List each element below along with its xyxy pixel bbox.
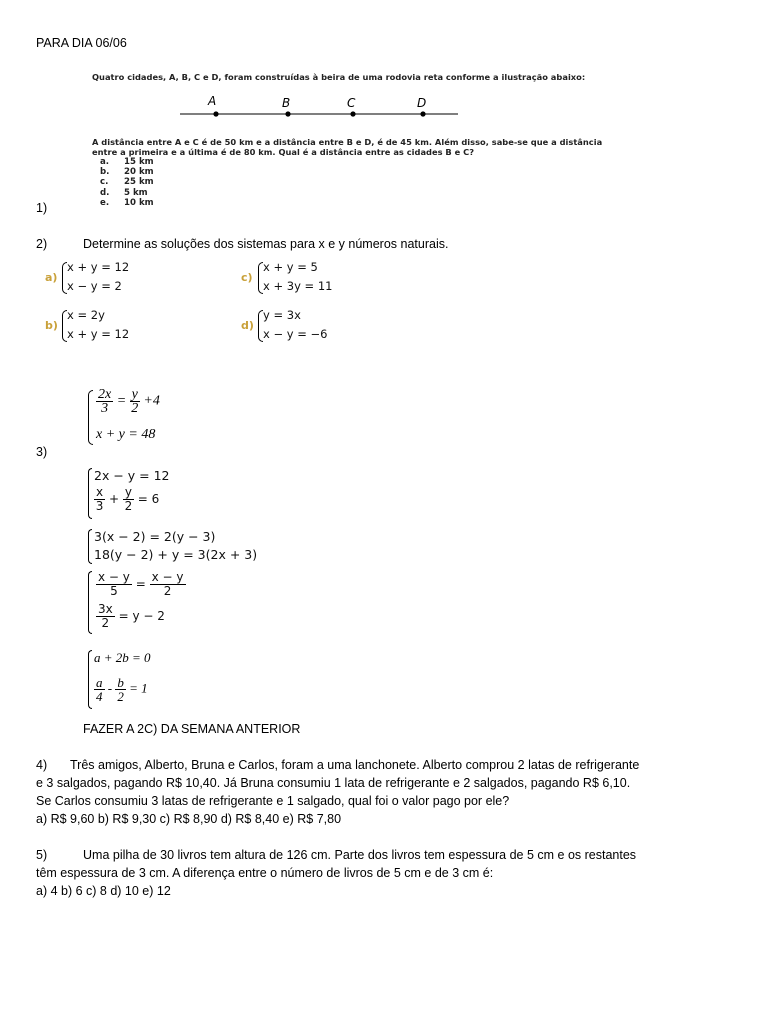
point-a-label: A — [208, 94, 217, 108]
q1-road-diagram — [180, 95, 460, 121]
q5-options: a) 4 b) 6 c) 8 d) 10 e) 12 — [36, 884, 171, 898]
q4-number: 4) — [36, 758, 48, 772]
q4-line1: Três amigos, Alberto, Bruna e Carlos, foram a uma lanchonete. Alberto comprou 2 latas de refrigerante — [70, 758, 640, 772]
equation: x + y = 12 — [67, 260, 130, 274]
q2-system-c — [241, 260, 361, 296]
q2-system-a — [45, 260, 165, 296]
equation: x + y = 48 — [96, 427, 156, 442]
equation: 3(x − 2) = 2(y − 3) — [94, 529, 216, 544]
q2-text: Determine as soluções dos sistemas para x e y números naturais. — [83, 237, 449, 251]
q1-text-line2: entre a primeira e a última é de 80 km. Qual é a distância entre as cidades B e C? — [92, 147, 475, 157]
q3-system-3 — [86, 527, 286, 565]
equation: 18(y − 2) + y = 3(2x + 3) — [94, 547, 258, 562]
q1-option: d. 5 km — [100, 187, 148, 198]
q2-system-b — [45, 308, 165, 344]
q3-system-5 — [86, 648, 206, 710]
system-brace — [88, 571, 92, 634]
system-brace — [88, 390, 93, 445]
equation: $\frac{2x}{3}$ = $\frac{y}{2}$ +4 — [98, 387, 160, 416]
system-label: b) — [45, 319, 58, 332]
system-brace — [88, 650, 92, 709]
q1-option: c. 25 km — [100, 177, 154, 188]
equation: x + y = 5 — [263, 260, 318, 274]
q1-number: 1) — [36, 201, 48, 215]
equation: 2x − y = 12 — [94, 468, 170, 483]
equation: a + 2b = 0 — [94, 650, 151, 665]
equation: $\frac{x - y}{5}$ = $\frac{x - y}{2}$ — [98, 570, 184, 598]
q2-system-d — [241, 308, 361, 344]
q3-system-4 — [86, 569, 246, 635]
equation: $\frac{3x}{2}$ = y − 2 — [98, 602, 165, 630]
q5-line2: têm espessura de 3 cm. A diferença entre o número de livros de 5 cm e de 3 cm é: — [36, 866, 494, 880]
equation: x = 2y — [67, 308, 105, 322]
q3-system-2 — [86, 466, 206, 520]
system-label: c) — [241, 271, 253, 284]
equation: x + 3y = 11 — [263, 279, 333, 293]
q3-number: 3) — [36, 445, 48, 459]
equation: x + y = 12 — [67, 327, 130, 341]
q2-number: 2) — [36, 237, 48, 251]
q4-line2: e 3 salgados, pagando R$ 10,40. Já Bruna consumiu 1 lata de refrigerante e 2 salgados, pagando R$ 6,10. — [36, 776, 631, 790]
equation: $\frac{a}{4}$ - $\frac{b}{2}$ = 1 — [96, 675, 148, 704]
q1-options — [100, 157, 154, 208]
q5-number: 5) — [36, 848, 48, 862]
system-label: a) — [45, 271, 58, 284]
system-label: d) — [241, 319, 254, 332]
q1-text-line1: A distância entre A e C é de 50 km e a distância entre B e D, é de 45 km. Além disso, sabe-se que a distância — [92, 137, 603, 147]
equation: x − y = 2 — [67, 279, 122, 293]
q5-line1: Uma pilha de 30 livros tem altura de 126 cm. Parte dos livros tem espessura de 5 cm e os restantes — [83, 848, 637, 862]
equation: x − y = −6 — [263, 327, 328, 341]
point-b-label: B — [282, 96, 291, 110]
equation: y = 3x — [263, 308, 301, 322]
q4-line3: Se Carlos consumiu 3 latas de refrigerante e 1 salgado, qual foi o valor pago por ele? — [36, 794, 510, 808]
system-brace — [88, 529, 92, 564]
q1-intro: Quatro cidades, A, B, C e D, foram construídas à beira de uma rodovia reta conforme a ilustração abaixo: — [92, 72, 586, 82]
q1-option: b. 20 km — [100, 167, 154, 178]
equation: $\frac{x}{3}$ + $\frac{y}{2}$ = 6 — [95, 485, 160, 513]
q4-options: a) R$ 9,60 b) R$ 9,30 c) R$ 8,90 d) R$ 8,40 e) R$ 7,80 — [36, 812, 342, 826]
q3-system-1 — [86, 388, 206, 446]
q1-option: a. 15 km — [100, 157, 154, 167]
q3-note: FAZER A 2C) DA SEMANA ANTERIOR — [83, 722, 301, 736]
q1-option: e. 10 km — [100, 197, 154, 208]
system-brace — [88, 468, 92, 519]
page-header: PARA DIA 06/06 — [36, 36, 127, 50]
point-c-label: C — [347, 96, 356, 110]
point-d-label: D — [417, 96, 427, 110]
